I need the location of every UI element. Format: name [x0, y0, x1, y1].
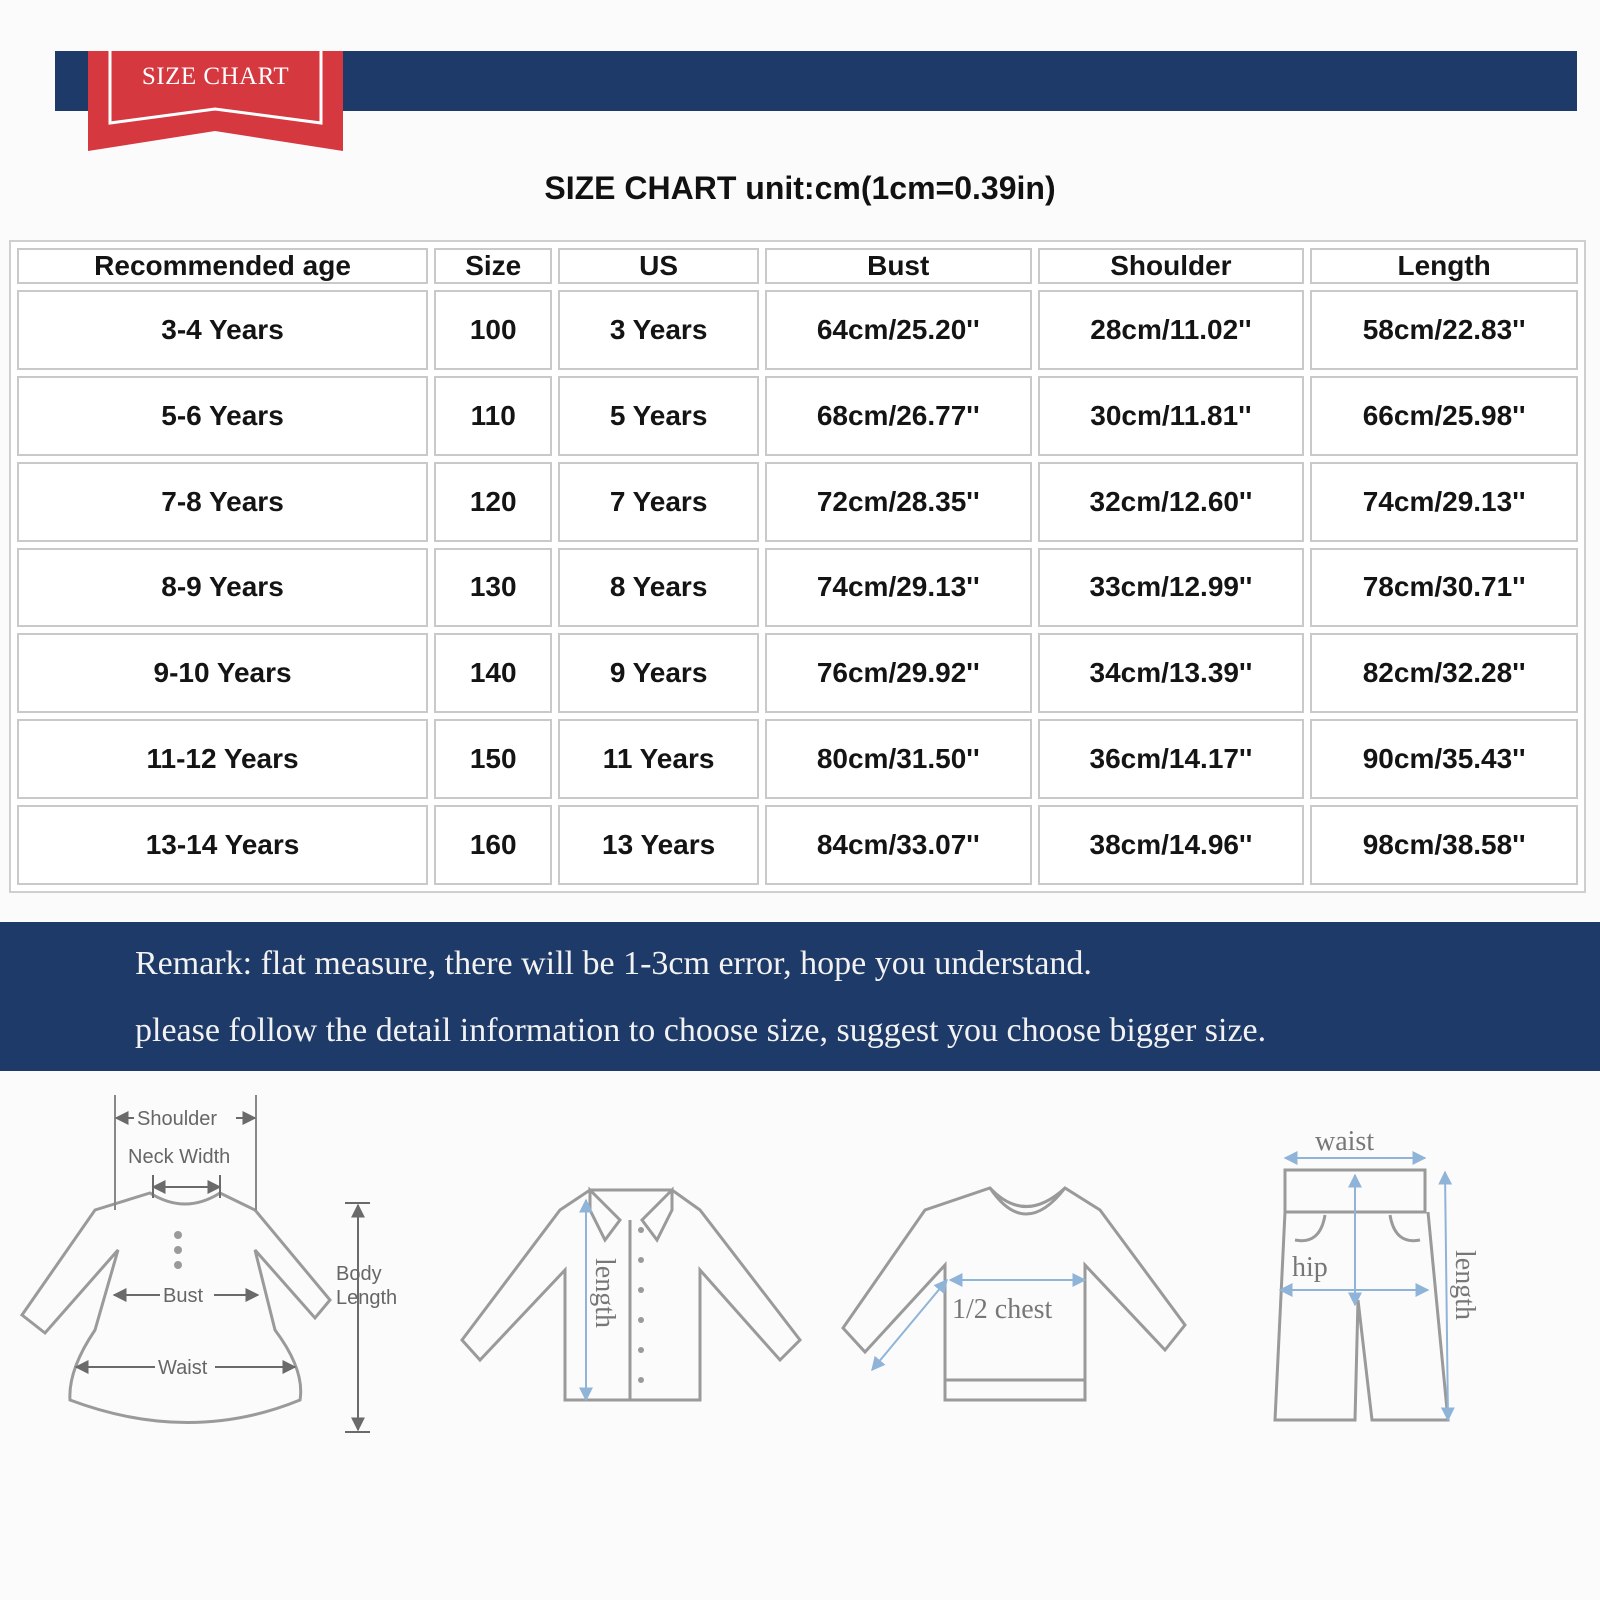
- table-cell: 150: [434, 719, 552, 799]
- remark-line-1: Remark: flat measure, there will be 1-3cm error, hope you understand.: [135, 945, 1092, 982]
- table-cell: 78cm/30.71'': [1310, 548, 1578, 628]
- table-cell: 110: [434, 376, 552, 456]
- pants-diagram: [1275, 1170, 1448, 1420]
- table-cell: 5 Years: [558, 376, 759, 456]
- table-cell: 8 Years: [558, 548, 759, 628]
- table-cell: 11 Years: [558, 719, 759, 799]
- dress-neck-width-label: Neck Width: [128, 1146, 231, 1168]
- dress-bust-label: Bust: [163, 1285, 204, 1307]
- measurement-diagrams: [0, 1090, 1600, 1450]
- table-row: [17, 548, 1578, 628]
- column-header: Recommended age: [17, 248, 428, 284]
- table-cell: 140: [434, 633, 552, 713]
- table-cell: 84cm/33.07'': [765, 805, 1032, 885]
- table-cell: 58cm/22.83'': [1310, 290, 1578, 370]
- table-row: [17, 719, 1578, 799]
- table-cell: 66cm/25.98'': [1310, 376, 1578, 456]
- remark-line-2: please follow the detail information to choose size, suggest you choose bigger size.: [135, 1012, 1267, 1049]
- table-cell: 100: [434, 290, 552, 370]
- sweater-chest-label: 1/2 chest: [952, 1294, 1053, 1325]
- table-cell: 13-14 Years: [17, 805, 428, 885]
- pants-length-label: length: [1449, 1250, 1480, 1320]
- table-cell: 3-4 Years: [17, 290, 428, 370]
- table-cell: 120: [434, 462, 552, 542]
- table-cell: 72cm/28.35'': [765, 462, 1032, 542]
- table-row: [17, 376, 1578, 456]
- pants-hip-label: hip: [1292, 1252, 1328, 1283]
- table-cell: 7-8 Years: [17, 462, 428, 542]
- table-cell: 3 Years: [558, 290, 759, 370]
- pants-waist-label: waist: [1315, 1126, 1375, 1157]
- table-cell: 74cm/29.13'': [765, 548, 1032, 628]
- column-header: Bust: [765, 248, 1032, 284]
- table-cell: 64cm/25.20'': [765, 290, 1032, 370]
- dress-length-label: Length: [336, 1287, 398, 1309]
- table-cell: 90cm/35.43'': [1310, 719, 1578, 799]
- column-header: Size: [434, 248, 552, 284]
- table-cell: 34cm/13.39'': [1038, 633, 1305, 713]
- table-cell: 9 Years: [558, 633, 759, 713]
- shirt-buttons: [638, 1227, 644, 1383]
- table-cell: 76cm/29.92'': [765, 633, 1032, 713]
- dress-body-label: Body: [336, 1263, 382, 1285]
- table-cell: 7 Years: [558, 462, 759, 542]
- table-row: [17, 462, 1578, 542]
- table-cell: 11-12 Years: [17, 719, 428, 799]
- column-header: Shoulder: [1038, 248, 1305, 284]
- table-cell: 5-6 Years: [17, 376, 428, 456]
- table-cell: 28cm/11.02'': [1038, 290, 1305, 370]
- table-cell: 32cm/12.60'': [1038, 462, 1305, 542]
- table-header-row: [17, 248, 1578, 284]
- table-cell: 74cm/29.13'': [1310, 462, 1578, 542]
- table-cell: 68cm/26.77'': [765, 376, 1032, 456]
- table-cell: 33cm/12.99'': [1038, 548, 1305, 628]
- table-cell: 160: [434, 805, 552, 885]
- page-title: SIZE CHART unit:cm(1cm=0.39in): [544, 170, 1056, 206]
- table-cell: 30cm/11.81'': [1038, 376, 1305, 456]
- column-header: US: [558, 248, 759, 284]
- sweater-sleeve-arrow: [872, 1280, 947, 1370]
- table-cell: 130: [434, 548, 552, 628]
- table-cell: 8-9 Years: [17, 548, 428, 628]
- table-cell: 98cm/38.58'': [1310, 805, 1578, 885]
- table-cell: 13 Years: [558, 805, 759, 885]
- dress-waist-label: Waist: [158, 1357, 208, 1379]
- table-cell: 80cm/31.50'': [765, 719, 1032, 799]
- shirt-length-label: length: [589, 1258, 620, 1328]
- column-header: Length: [1310, 248, 1578, 284]
- dress-shoulder-label: Shoulder: [137, 1108, 218, 1130]
- shirt-diagram: [462, 1190, 800, 1400]
- table-cell: 36cm/14.17'': [1038, 719, 1305, 799]
- table-cell: 38cm/14.96'': [1038, 805, 1305, 885]
- table-cell: 9-10 Years: [17, 633, 428, 713]
- table-row: [17, 805, 1578, 885]
- table-row: [17, 290, 1578, 370]
- size-table: [9, 240, 1586, 893]
- table-row: [17, 633, 1578, 713]
- table-cell: 82cm/32.28'': [1310, 633, 1578, 713]
- ribbon-label: SIZE CHART: [141, 63, 290, 90]
